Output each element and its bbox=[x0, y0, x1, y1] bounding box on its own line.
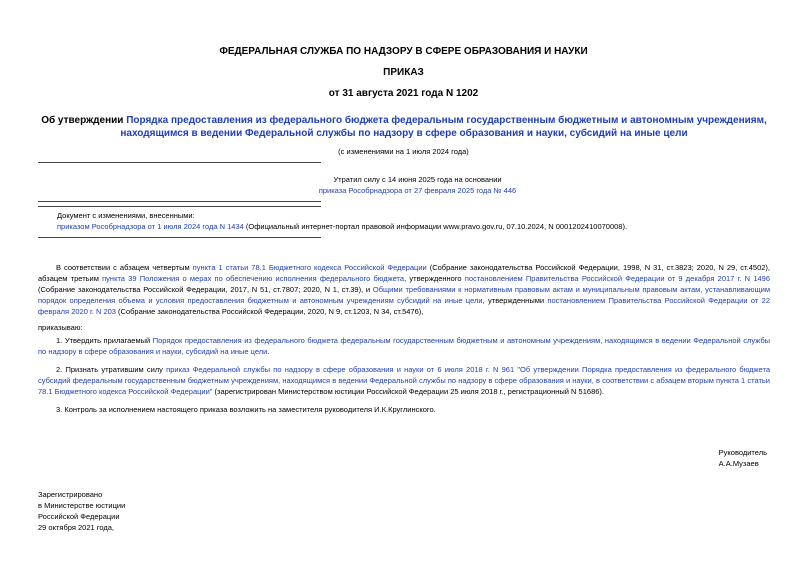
item-text: (зарегистрирован Министерством юстиции Российской Федерации 25 июля 2018 г., регистрационный N 51686). bbox=[212, 387, 604, 396]
para-text: (Собрание законодательства Российской Федерации, 2020, N 9, ст.1203, N 34, ст.5476), bbox=[115, 307, 424, 316]
item-text: . bbox=[267, 347, 270, 356]
resolution-1496-link[interactable]: постановлением Правительства Российской Федерации от 9 декабря 2017 г. N 1496 bbox=[464, 274, 771, 283]
regulation-link[interactable]: пункта 39 Положения о мерах по обеспечению исполнения федерального бюджета bbox=[102, 274, 405, 283]
order-item-3: 3. Контроль за исполнением настоящего приказа возложить на заместителя руководителя И.К.Круглинского. bbox=[56, 405, 436, 414]
para-text: (Собрание законодательства Российской Федерации, 2017, N 51, ст.7807; 2020, N 1, ст.39), и bbox=[38, 285, 373, 294]
lost-force-note bbox=[220, 174, 615, 196]
signer-name: А.А.Музаев bbox=[718, 459, 759, 468]
para-text: (Собрание законодательства Российской Федерации, 1998, N 31, ст.3823; 2020, N 29, ст.4502), абзацем третьим bbox=[38, 263, 771, 283]
para-text: В соответствии с абзацем четвертым bbox=[56, 263, 193, 272]
registration-line: Зарегистрировано bbox=[38, 490, 103, 499]
changes-intro: Документ с изменениями, внесенными: bbox=[57, 211, 195, 220]
para-text: , утвержденного bbox=[404, 274, 465, 283]
order-item-2 bbox=[38, 364, 770, 397]
general-requirements-link[interactable]: Общими требованиями к нормативным правовым актам и муниципальным правовым актам, устанавливающим порядок определения объема и условия предоставления бюджетным и автономным учреждениям субсидий на иные цели bbox=[38, 285, 771, 305]
order-item-1 bbox=[38, 335, 770, 357]
signature-block bbox=[719, 447, 767, 469]
edition-note: (с изменениями на 1 июля 2024 года) bbox=[338, 147, 469, 156]
order-word: приказываю: bbox=[38, 323, 83, 332]
para-text: , утвержденными bbox=[482, 296, 548, 305]
doc-type-heading: ПРИКАЗ bbox=[383, 67, 424, 78]
item-text: 1. Утвердить прилагаемый bbox=[56, 336, 153, 345]
agency-heading: ФЕДЕРАЛЬНАЯ СЛУЖБА ПО НАДЗОРУ В СФЕРЕ ОБРАЗОВАНИЯ И НАУКИ bbox=[219, 46, 588, 57]
budget-code-link[interactable]: пункта 1 статьи 78.1 Бюджетного кодекса Российской Федерации bbox=[192, 263, 427, 272]
item-text: 2. Признать утратившим силу bbox=[56, 365, 167, 374]
procedure-link[interactable]: Порядок предоставления из федерального бюджета федеральным государственным бюджетным и автономным учреждениям, находящимся в ведении Федеральной службы по надзору в сфере образования и науки, субсидий на иные цели bbox=[38, 336, 771, 356]
signer-position: Руководитель bbox=[718, 448, 767, 457]
changes-link[interactable]: приказом Рособрнадзора от 1 июля 2024 года N 1434 bbox=[57, 222, 244, 231]
divider bbox=[38, 162, 321, 163]
registration-line: 29 октября 2021 года, bbox=[38, 523, 114, 532]
document-title bbox=[34, 114, 774, 140]
resolution-203-link[interactable]: постановлением Правительства Российской Федерации от 22 февраля 2020 г. N 203 bbox=[38, 296, 770, 316]
divider bbox=[38, 237, 321, 238]
lost-force-link[interactable]: приказа Рособрнадзора от 27 февраля 2025 года № 446 bbox=[318, 186, 517, 195]
title-link[interactable]: Порядка предоставления из федерального бюджета федеральным государственным бюджетным и автономным учреждениям, находящимся в ведении Федеральной службы по надзору в сфере образования и науки, субсидий на иные цели bbox=[120, 115, 767, 139]
divider bbox=[38, 201, 321, 202]
registration-line: в Министерстве юстиции bbox=[38, 501, 126, 510]
date-number-heading: от 31 августа 2021 года N 1202 bbox=[328, 88, 479, 99]
changes-source: (Официальный интернет-портал правовой информации www.pravo.gov.ru, 07.10.2024, N 0001202410070008). bbox=[243, 222, 628, 231]
registration-line: Российской Федерации bbox=[38, 512, 120, 521]
changes-block bbox=[57, 210, 777, 232]
lost-force-text: Утратил силу с 14 июня 2025 года на основании bbox=[333, 175, 502, 184]
title-prefix: Об утверждении bbox=[41, 115, 127, 126]
order-961-link[interactable]: приказ Федеральной службы по надзору в сфере образования и науки от 6 июля 2018 г. N 961 "Об утверждении Порядка предоставления из федерального бюджета субсидий федеральным государственным бюджетным учреждениям, находящимся в ведении Федеральной службы по надзору в сфере образования и науки, в соответствии с абзацем вторым пункта 1 статьи 78.1 Бюджетного кодекса Российской Федерации" bbox=[38, 365, 770, 396]
registration-block bbox=[38, 489, 125, 533]
preamble-paragraph bbox=[38, 262, 770, 317]
divider bbox=[38, 206, 321, 207]
